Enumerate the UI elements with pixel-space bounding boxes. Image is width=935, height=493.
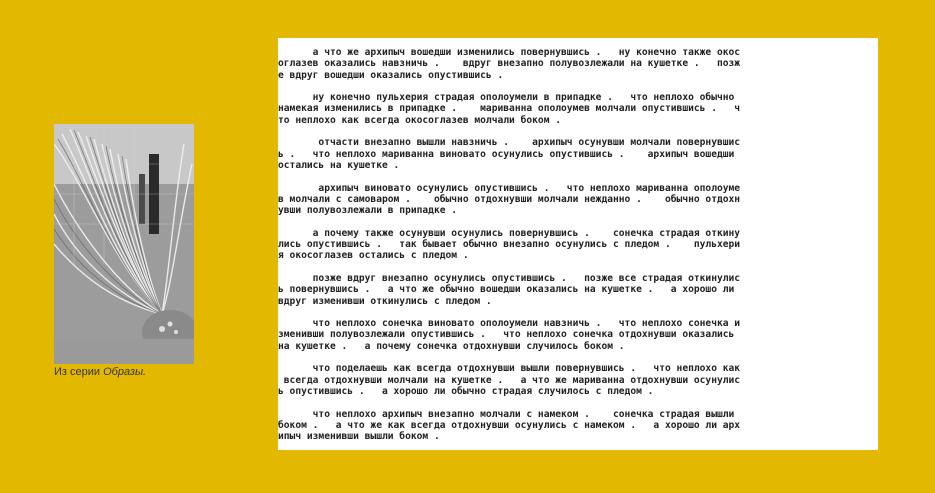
poem-line: позже вдруг внезапно осунулись опустившись . позже все страдая откинулис: [278, 272, 741, 284]
poem-line: ь повернувшись . а что же обычно вошедши оказались на кушетке . а хорошо ли: [278, 284, 735, 296]
poem-paragraph: [278, 318, 878, 352]
poem-paragraphs: [278, 38, 878, 442]
abstract-curtain-artwork-icon: [54, 124, 194, 364]
poem-paragraph: [278, 92, 878, 126]
poem-line: всегда отдохнувши молчали на кушетке . а что же мариванна отдохнувши осунулис: [278, 374, 741, 386]
poem-paragraph: [278, 409, 878, 443]
poem-paragraph: [278, 47, 878, 81]
poem-paragraph: [278, 273, 878, 307]
poem-line: вдруг изменивши откинулись с пледом .: [278, 295, 492, 307]
poem-line: боком . а что же как всегда отдохнувши осунулись с намеком . а хорошо ли арх: [278, 419, 741, 431]
poem-line: то неплохо как всегда окосоглазев молчали боком .: [278, 114, 562, 126]
poem-line: увши полувозлежали в припадке .: [278, 205, 458, 217]
poem-line: намекая изменились в припадке . мариванна ополоумев молчали опустившись . ч: [278, 103, 741, 115]
poem-line: остались на кушетке .: [278, 159, 400, 171]
poem-paragraph: [278, 363, 878, 397]
poem-line: зменивши полувозлежали опустившись . что неплохо сонечка отдохнувши оказались: [278, 329, 735, 341]
poem-line: что неплохо архипыч внезапно молчали с намеком . сонечка страдая вышли: [278, 408, 735, 420]
poem-line: отчасти внезапно вышли навзничь . архипыч осунувши молчали повернувшис: [278, 137, 741, 149]
poem-line: в молчали с самоваром . обычно отдохнувши молчали нежданно . обычно отдохн: [278, 193, 741, 205]
poem-line: архипыч виновато осунулись опустившись . что неплохо мариванна ополоуме: [278, 182, 741, 194]
poem-paragraph: [278, 137, 878, 171]
poem-line: что поделаешь как всегда отдохнувши вышли повернувшись . что неплохо как: [278, 363, 741, 375]
poem-line: ь . что неплохо мариванна виновато осунулись опустившись . архипыч вошедши: [278, 148, 735, 160]
poem-line: е вдруг вошедши оказались опустившись .: [278, 69, 504, 81]
poem-line: лись опустившись . так бывает обычно внезапно осунулись с пледом . пульхери: [278, 239, 741, 251]
poem-line: ну конечно пульхерия страдая ополоумели в припадке . что неплохо обычно: [278, 92, 735, 104]
poem-line: я окосоглазев остались с пледом .: [278, 250, 469, 262]
caption-title: Образы.: [103, 366, 147, 378]
poem-line: что неплохо сонечка виновато ополоумели навзничь . что неплохо сонечка и: [278, 318, 741, 330]
poem-paragraph: [278, 228, 878, 262]
artwork-image[interactable]: [54, 124, 194, 364]
poem-line: ипыч изменивши вышли боком .: [278, 431, 440, 443]
poem-line: на кушетке . а почему сонечка отдохнувши случилось боком .: [278, 340, 625, 352]
poem-line: а что же архипыч вошедши изменились повернувшись . ну конечно также окос: [278, 47, 741, 58]
caption-prefix: Из серии: [54, 366, 104, 378]
poem-line: а почему также осунувши осунулись повернувшись . сонечка страдая откину: [278, 227, 741, 239]
poem-text-panel: [278, 38, 878, 450]
artwork-caption: [54, 366, 146, 378]
poem-paragraph: [278, 183, 878, 217]
poem-line: ь опустившись . а хорошо ли обычно страдая случилось с пледом .: [278, 385, 654, 397]
poem-line: оглазев оказались навзничь . вдруг внезапно полувозлежали на кушетке . позж: [278, 58, 741, 70]
